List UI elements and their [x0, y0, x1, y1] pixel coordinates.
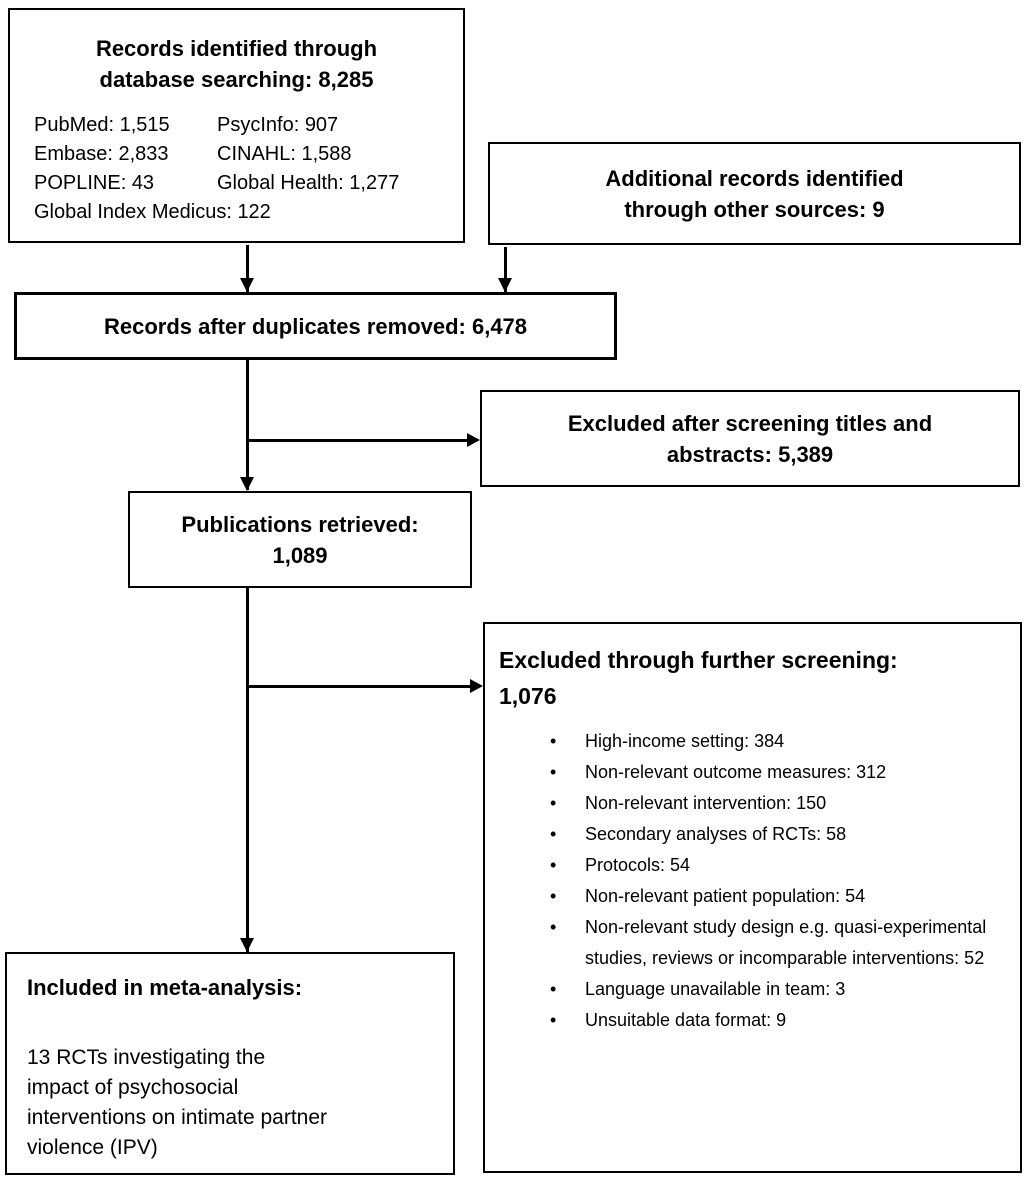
- additional-records-title-line2: through other sources: 9: [624, 196, 885, 222]
- source-embase: Embase: 2,833: [34, 143, 169, 165]
- arrow-publications-to-included-head: [240, 938, 254, 952]
- source-psycinfo: PsycInfo: 907: [217, 114, 339, 136]
- publications-retrieved-box: [128, 491, 472, 588]
- exclusion-reason-item: • Non-relevant intervention: 150: [499, 788, 987, 819]
- arrow-database-to-duplicates-head: [240, 278, 254, 292]
- source-global-index-medicus: Global Index Medicus: 122: [34, 201, 271, 223]
- included-title: Included in meta-analysis:: [27, 975, 303, 1000]
- included-meta-analysis-box: [5, 952, 455, 1175]
- line-duplicates-to-publications: [246, 359, 249, 490]
- source-row: [34, 140, 463, 169]
- included-body-line: interventions on intimate partner: [27, 1106, 327, 1129]
- exclusion-reasons-list: [499, 726, 1006, 1036]
- exclusion-reason-item: • Non-relevant outcome measures: 312: [499, 757, 987, 788]
- publications-retrieved-title-line2: 1,089: [272, 542, 328, 568]
- included-body-line: 13 RCTs investigating the: [27, 1046, 266, 1069]
- arrow-to-excluded-further-head: [470, 679, 483, 693]
- publications-retrieved-title-line1: Publications retrieved:: [181, 511, 419, 537]
- arrow-other-sources-to-duplicates-head: [498, 278, 512, 292]
- arrow-duplicates-to-publications-head: [240, 477, 254, 491]
- source-popline: POPLINE: 43: [34, 172, 155, 194]
- source-global-health: Global Health: 1,277: [217, 172, 400, 194]
- exclusion-reason-item: • Non-relevant study design e.g. quasi-experimental studies, reviews or incomparable interventions: 52: [499, 912, 987, 974]
- source-pubmed: PubMed: 1,515: [34, 114, 170, 136]
- exclusion-reason-item: • Unsuitable data format: 9: [499, 1005, 987, 1036]
- included-body-line: impact of psychosocial: [27, 1076, 239, 1099]
- source-row: [34, 169, 463, 198]
- source-row: [34, 198, 463, 227]
- records-identified-title-line1: Records identified through: [95, 36, 378, 61]
- excluded-further-screening-box: [483, 622, 1022, 1173]
- source-row: [34, 111, 463, 140]
- included-body-line: violence (IPV): [27, 1136, 158, 1159]
- branch-line-to-excluded-screening: [246, 439, 470, 442]
- duplicates-removed-box: [14, 292, 617, 360]
- excluded-screening-title-line2: abstracts: 5,389: [666, 441, 834, 467]
- records-identified-box: [8, 8, 465, 243]
- line-publications-to-included: [246, 587, 249, 952]
- excluded-further-title-line2: 1,076: [499, 683, 557, 709]
- records-identified-title-line2: database searching: 8,285: [99, 67, 374, 92]
- exclusion-reason-item: • Secondary analyses of RCTs: 58: [499, 819, 987, 850]
- additional-records-box: [488, 142, 1021, 245]
- excluded-further-title-line1: Excluded through further screening:: [499, 647, 898, 673]
- excluded-screening-box: [480, 390, 1020, 487]
- exclusion-reason-item: • Language unavailable in team: 3: [499, 974, 987, 1005]
- branch-line-to-excluded-further: [246, 685, 470, 688]
- duplicates-removed-title: Records after duplicates removed: 6,478: [103, 313, 528, 339]
- database-sources-list: [10, 111, 463, 227]
- excluded-screening-title-line1: Excluded after screening titles and: [567, 410, 933, 436]
- exclusion-reason-item: • Protocols: 54: [499, 850, 987, 881]
- included-body: [27, 1043, 433, 1163]
- source-cinahl: CINAHL: 1,588: [217, 143, 352, 165]
- additional-records-title-line1: Additional records identified: [605, 165, 904, 191]
- exclusion-reason-item: • High-income setting: 384: [499, 726, 987, 757]
- arrow-to-excluded-screening-head: [467, 433, 480, 447]
- exclusion-reason-item: • Non-relevant patient population: 54: [499, 881, 987, 912]
